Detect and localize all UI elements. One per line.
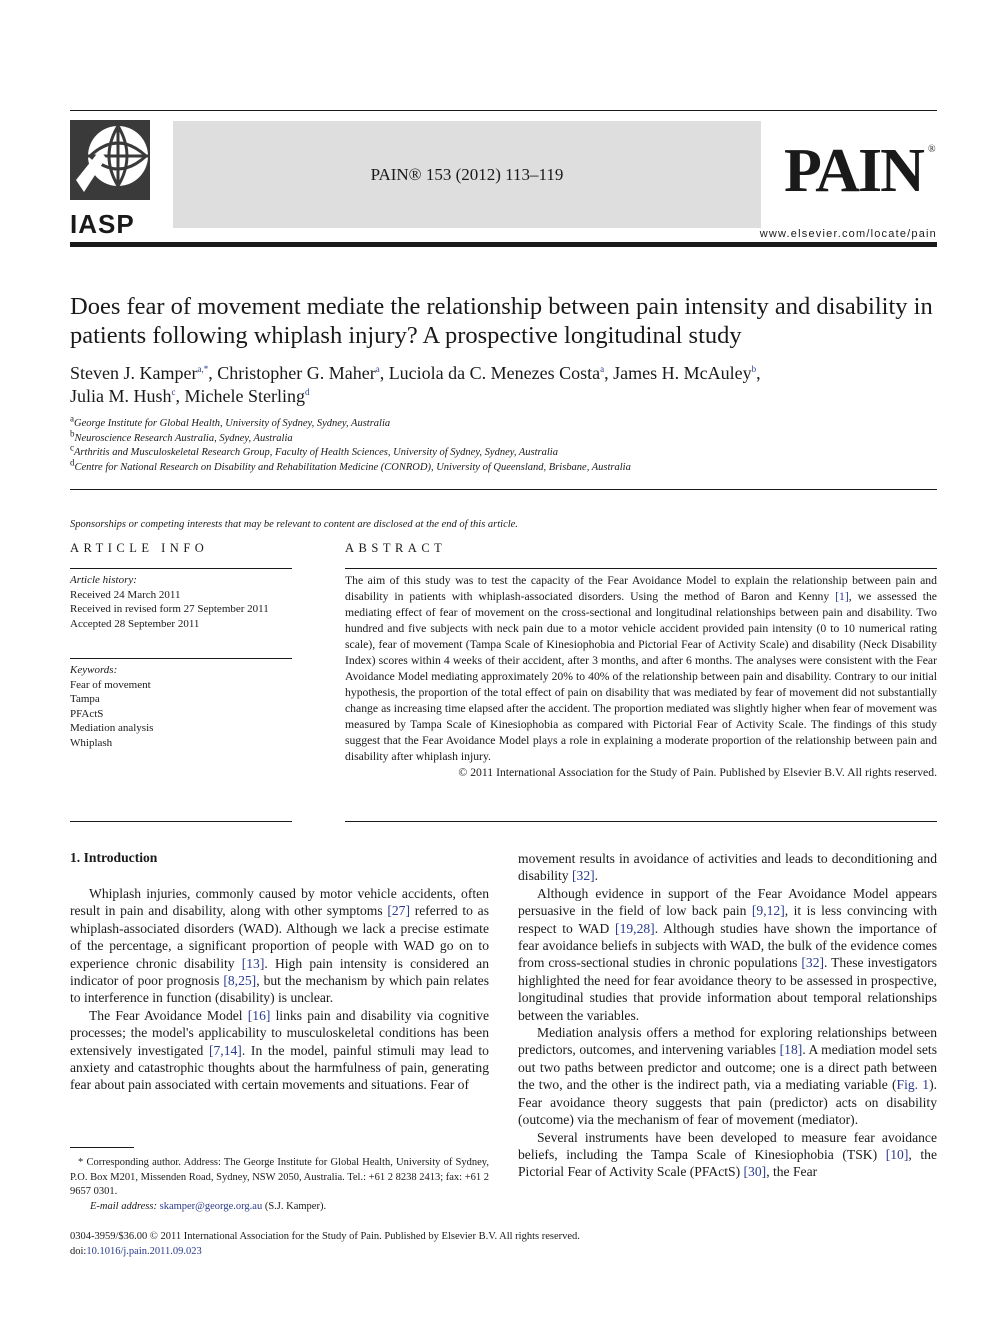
issn-copyright: 0304-3959/$36.00 © 2011 International Association for the Study of Pain. Published by Elsevier B.V. All rights reserved. (70, 1231, 580, 1242)
paragraph-text: . A mediation model sets out two paths between predictor and outcome; one is a direct path between the two, and the other is the indirect path, via a mediating variable ( (518, 1042, 937, 1093)
iasp-logo (70, 120, 152, 239)
author-name[interactable]: Christopher G. Maher (217, 363, 376, 383)
history-item: Received in revised form 27 September 2011 (70, 603, 269, 615)
paragraph-text: Mediation analysis offers a method for exploring relationships between predictors, outcomes, and intervening variables (518, 1025, 937, 1058)
intro-paragraph (70, 1007, 489, 1094)
info-rule (70, 568, 292, 569)
email-line: E-mail address: skamper@george.org.au (S.J. Kamper). (90, 1200, 327, 1212)
history-item: Received 24 March 2011 (70, 588, 181, 601)
pain-journal-logo: PAIN (784, 137, 923, 205)
iasp-globe-icon (70, 120, 152, 204)
paragraph-text: Although evidence in support of the Fear Avoidance Model appears persuasive in the field of low back pain (518, 885, 937, 919)
citation-link[interactable]: Fig. 1 (896, 1077, 930, 1093)
introduction-right-column (518, 850, 937, 1181)
journal-citation-box (173, 121, 761, 228)
keywords-label: Keywords: (70, 664, 118, 676)
page-footer (70, 1230, 580, 1259)
paragraph-text: referred to as whiplash-associated disorders (WAD). Although we lack a precise estimate of the percentage, a significant proportion of people with WAD go on to experience chronic disability (70, 903, 489, 971)
author-name[interactable]: Luciola da C. Menezes Costa (388, 363, 601, 383)
abstract-body: The aim of this study was to test the capacity of the Fear Avoidance Model to explain the relationship between pain and disability in patients with whiplash-associated disorders. Using the method of Baron and Kenny [1], we assessed the mediating effect of fear of movement on the cross-sectional and longitudinal relationships between pain and disability. Two hundred and five subjects with neck pain due to a motor vehicle accident provided pain intensity (0 to 10 numerical rating scale), fear of movement (Tampa Scale of Kinesiophobia and Pictorial Fear of Activity Scale) and disability (Neck Disability Index) scores within 4 weeks of their accident, after 3 months, and after 6 months. The analyses were consistent with the Fear Avoidance Model mediating approximately 20% to 40% of the relationship between pain and disability. Contrary to our initial hypothesis, the proportion of the total effect of pain on disability that was mediated by fear of movement did not substantially change as increasing time elapsed after the accident. The proportion mediated was slightly higher when fear of movement was measured by Tampa Scale of Kinesiophobia as compared with Pictorial Fear of Activity Scale. The findings of this study suggest that the Fear Avoidance Model plays a role in explaining a moderate proportion of the relationship between pain and disability after whiplash injury. © 2011 International Association for the Study of Pain. Published by Elsevier B.V. All rights reserved. (345, 574, 937, 779)
introduction-heading: 1. Introduction (70, 850, 158, 865)
affiliation-item: aGeorge Institute for Global Health, University of Sydney, Sydney, Australia (70, 413, 391, 429)
iasp-logo-text: IASP (70, 209, 135, 239)
sponsorship-note: Sponsorships or competing interests that may be relevant to content are disclosed at the end of this article. (70, 519, 518, 530)
paragraph-text: The Fear Avoidance Model (89, 1007, 248, 1023)
author-name[interactable]: Steven J. Kamper (70, 363, 198, 383)
affiliation-item: bNeuroscience Research Australia, Sydney, Australia (70, 428, 293, 444)
paragraph-text: , the Fear (766, 1164, 818, 1180)
intro-paragraph (518, 850, 937, 885)
citation-link[interactable]: [18] (779, 1042, 803, 1058)
affiliation-rule (70, 489, 937, 490)
author-line-1: Steven J. Kamper$^{a,*}$, Christopher G. Maher$^a$, Luciola da C. Menezes Costa$^a$, James H. McAuley$^b$, (70, 363, 761, 383)
introduction-left-column (70, 885, 489, 1094)
affiliation-item: dCentre for National Research on Disability and Rehabilitation Medicine (CONROD), University of Queensland, Brisbane, Australia (70, 457, 631, 473)
citation-link[interactable]: [27] (387, 903, 411, 919)
corresponding-footnote (70, 1156, 489, 1214)
author-line-2: Julia M. Hush$^c$, Michele Sterling$^d$ (70, 386, 310, 406)
author-name[interactable]: Julia M. Hush (70, 386, 172, 406)
article-title: Does fear of movement mediate the relationship between pain intensity and disability in patients following whiplash injury? A prospective longitudinal study (70, 293, 933, 349)
abstract-bottom-rule (345, 821, 937, 822)
paragraph-text: Whiplash injuries, commonly caused by motor vehicle accidents, often result in pain and disability, along with other symptoms (70, 886, 489, 919)
abstract-heading: ABSTRACT (345, 541, 447, 555)
paragraph-text: movement results in avoidance of activities and leads to deconditioning and disability (518, 851, 937, 884)
author-affiliation[interactable]: a (600, 364, 605, 374)
intro-paragraph (518, 885, 937, 1024)
paragraph-text: . High pain intensity is considered an indicator of poor prognosis (70, 955, 489, 989)
keyword-item: PFActS (70, 707, 104, 720)
author-affiliation[interactable]: b (751, 364, 757, 374)
email-link[interactable]: skamper@george.org.au (159, 1200, 263, 1212)
keywords (70, 663, 300, 750)
history-label: Article history: (70, 574, 137, 586)
author-affiliation[interactable]: d (305, 387, 310, 397)
keyword-item: Tampa (70, 693, 100, 705)
author-affiliation[interactable]: a,* (197, 364, 209, 374)
history-item: Accepted 28 September 2011 (70, 617, 200, 630)
journal-citation: PAIN® 153 (2012) 113–119 (370, 165, 564, 184)
affiliation-item: cArthritis and Musculoskeletal Research Group, Faculty of Health Sciences, University of Sydney, Sydney, Australia (70, 442, 558, 458)
paragraph-text: . (594, 868, 599, 884)
keyword-item: Mediation analysis (70, 722, 154, 734)
intro-paragraph (70, 885, 489, 1007)
info-bottom-rule (70, 821, 292, 822)
citation-link[interactable]: [9,12] (751, 903, 785, 919)
corresponding-author-note: * Corresponding author. Address: The George Institute for Global Health, University of Sydney, P.O. Box M201, Missenden Road, Sydney, NSW 2050, Australia. Tel.: +61 2 8238 2413; fax: +61 2 9657 0301. (70, 1157, 489, 1197)
abstract-copyright: © 2011 International Association for the Study of Pain. Published by Elsevier B.V. All rights reserved. (458, 766, 937, 779)
author-list (70, 362, 940, 408)
paragraph-text: Several instruments have been developed to measure fear avoidance beliefs, including the Tampa Scale of Kinesiophobia (TSK) (518, 1129, 937, 1162)
top-rule (70, 110, 937, 111)
doi-link[interactable]: 10.1016/j.pain.2011.09.023 (86, 1245, 202, 1257)
keyword-item: Whiplash (70, 736, 113, 749)
author-affiliation[interactable]: a (375, 364, 380, 374)
paragraph-text: , but the mechanism by which pain relates to interference in function (disability) is unclear. (70, 973, 489, 1006)
paragraph-text: . These investigators highlighted the need for fear avoidance theory to be assessed in prospective, longitudinal studies that provide information about temporal relationships between the variables. (518, 955, 937, 1023)
citation-link[interactable]: [30] (743, 1164, 767, 1180)
citation-link[interactable]: [10] (885, 1146, 909, 1162)
header-thick-rule (70, 242, 937, 247)
author-name[interactable]: Michele Sterling (184, 386, 305, 406)
footnote-rule (70, 1147, 134, 1148)
paragraph-text: . Although studies have shown the importance of fear avoidance beliefs in subjects with WAD, the bulk of the evidence comes from cross-sectional studies in chronic populations (518, 920, 937, 971)
citation-link[interactable]: [32] (572, 868, 595, 884)
article-info-heading: ARTICLE INFO (70, 541, 209, 555)
paragraph-text: , the Pictorial Fear of Activity Scale (PFActS) (518, 1146, 937, 1180)
citation-link[interactable]: [1] (835, 590, 849, 603)
paragraph-text: , it is less convincing with respect to WAD (518, 903, 937, 936)
doi-line: doi:10.1016/j.pain.2011.09.023 (70, 1245, 202, 1257)
article-history (70, 573, 300, 631)
citation-link[interactable]: [19,28] (615, 920, 655, 936)
citation-link[interactable]: [8,25] (223, 973, 257, 989)
abstract-rule (345, 568, 937, 569)
paragraph-text: links pain and disability via cognitive processes; the model's applicability to musculoskeletal conditions has been extensively investigated (70, 1007, 489, 1058)
intro-paragraph (518, 1129, 937, 1181)
keyword-item: Fear of movement (70, 678, 151, 691)
citation-link[interactable]: [7,14] (208, 1042, 242, 1058)
paragraph-text: ). Fear avoidance theory suggests that pain (predictor) acts on disability (outcome) via the mechanism of fear of movement (mediator). (518, 1077, 937, 1128)
affiliation-list (70, 413, 940, 475)
journal-url[interactable]: www.elsevier.com/locate/pain (759, 228, 937, 240)
paragraph-text: . In the model, painful stimuli may lead to anxiety and catastrophic thoughts about the harmfulness of pain, generating fear about pain associated with certain movements and situations. Fear of (70, 1042, 489, 1093)
citation-link[interactable]: [32] (801, 955, 825, 971)
author-name[interactable]: James H. McAuley (613, 363, 752, 383)
citation-link[interactable]: [16] (247, 1007, 271, 1023)
citation-link[interactable]: [13] (241, 955, 265, 971)
keywords-rule (70, 658, 292, 659)
intro-paragraph (518, 1024, 937, 1128)
registered-mark: ® (928, 144, 936, 155)
author-affiliation[interactable]: c (171, 387, 176, 397)
